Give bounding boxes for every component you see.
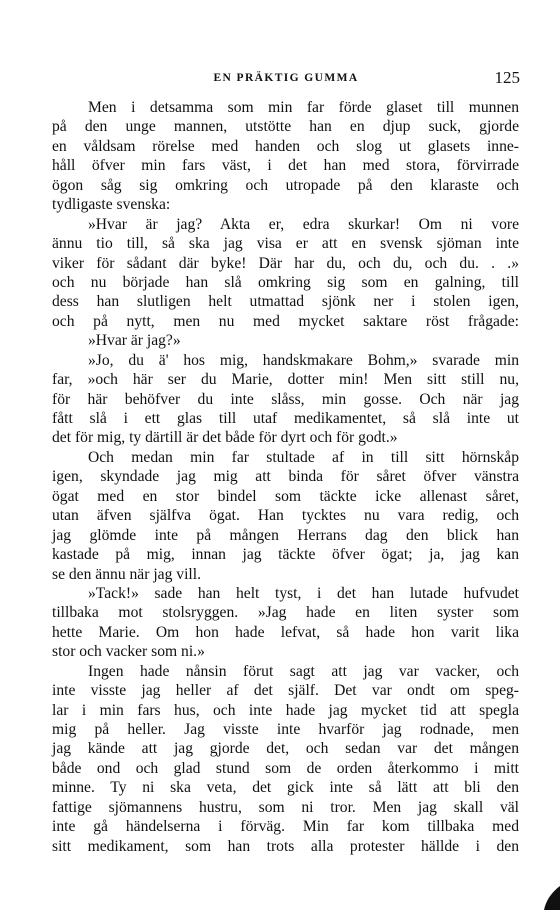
text-line: »Jo, du ä' hos mig, handskmakare Bohm,» svarade min — [88, 351, 519, 369]
text-line: »Tack!» sade han helt tyst, i det han lutade hufvudet — [88, 584, 519, 602]
text-line: både ond och glad stund som de orden återkommo i mitt — [52, 759, 519, 777]
text-line: inte gå händelserna i förväg. Min far kom tillbaka med — [52, 818, 519, 836]
text-line: för här behöfver du inte slåss, min gosse. Och när jag — [52, 390, 519, 408]
text-line: Men i detsamma som min far förde glaset till munnen — [88, 99, 519, 116]
text-line: och på nytt, men nu med mycket saktare röst frågade: — [52, 312, 519, 330]
text-line: viker för sådant där byke! Där har du, och du, och du. . .» — [52, 254, 519, 272]
text-line: ögat med en stor bindel som täckte icke allenast såret, — [52, 487, 519, 505]
running-title: EN PRÄKTIG GUMMA — [213, 72, 359, 84]
text-line: en våldsam rörelse med handen och slog ut glasets inne- — [52, 137, 519, 155]
running-head — [52, 68, 520, 92]
text-line: lar i min fars hus, och inte hade jag mycket tid att spegla — [52, 701, 519, 719]
text-line: tydligaste svenska: — [52, 196, 171, 214]
text-line: mig på heller. Jag visste inte hvarför jag rodnade, men — [52, 721, 519, 738]
text-line: ännu tio till, så ska jag visa er att en svensk sjöman inte — [52, 235, 519, 253]
text-line: se den ännu när jag vill. — [52, 565, 201, 583]
text-line: »Hvar är jag? Akta er, edra skurkar! Om ni vore — [88, 215, 519, 233]
text-line: jag glömde inte på mången Herrans dag den blick han — [52, 526, 519, 544]
text-line: Och medan min far stultade af in till sitt hörnskåp — [88, 448, 519, 466]
text-line: fattige sjömannens hustru, som ni tror. Men jag skall väl — [52, 798, 519, 816]
text-line: jag kände att jag gjorde det, och sedan var det mången — [52, 740, 519, 758]
text-line: tillbaka mot stolsryggen. »Jag hade en liten syster som — [52, 604, 519, 622]
text-line: kastade på mig, innan jag täckte öfver ögat; ja, jag kan — [52, 546, 519, 564]
text-line: hette Marie. Om hon hade lefvat, så hade hon varit lika — [52, 623, 519, 641]
text-line: far, »och här ser du Marie, dotter min! Men sitt still nu, — [52, 371, 519, 389]
text-line: sitt medikament, som han trots alla protester hällde i den — [52, 837, 519, 855]
text-line: håll öfver min fars väst, i det han med stora, förvirrade — [52, 157, 519, 175]
text-line: igen, skyndade jag mig att binda för såret öfver vänstra — [52, 468, 519, 486]
ink-blot-mark — [538, 882, 560, 910]
text-line: ögon såg sig omkring och utropade på den klaraste och — [52, 176, 519, 194]
text-line: det för mig, ty därtill är det både för dyrt och för godt.» — [52, 429, 398, 447]
text-line: inte visste jag heller af det själf. Det var ondt om speg- — [52, 682, 519, 700]
text-line: minne. Ty ni ska veta, det gick inte så lätt att bli den — [52, 779, 519, 797]
page-number: 125 — [494, 68, 520, 87]
text-line: utan äfven själfva ögat. Han tycktes nu vara redig, och — [52, 507, 519, 525]
text-line: »Hvar är jag?» — [88, 332, 181, 350]
text-line: och nu började han slå omkring sig som en galning, till — [52, 273, 519, 291]
body-text — [52, 98, 519, 856]
text-line: Ingen hade nånsin förut sagt att jag var vacker, och — [88, 662, 519, 680]
text-line: stor och vacker som ni.» — [52, 643, 205, 661]
text-line: på den unge mannen, utstötte han en djup suck, gjorde — [52, 118, 519, 136]
text-line: dess han slutligen helt utmattad sjönk ner i stolen igen, — [52, 293, 519, 311]
text-line: fått slå i ett glas till utaf medikamentet, så slå inte ut — [52, 410, 519, 427]
